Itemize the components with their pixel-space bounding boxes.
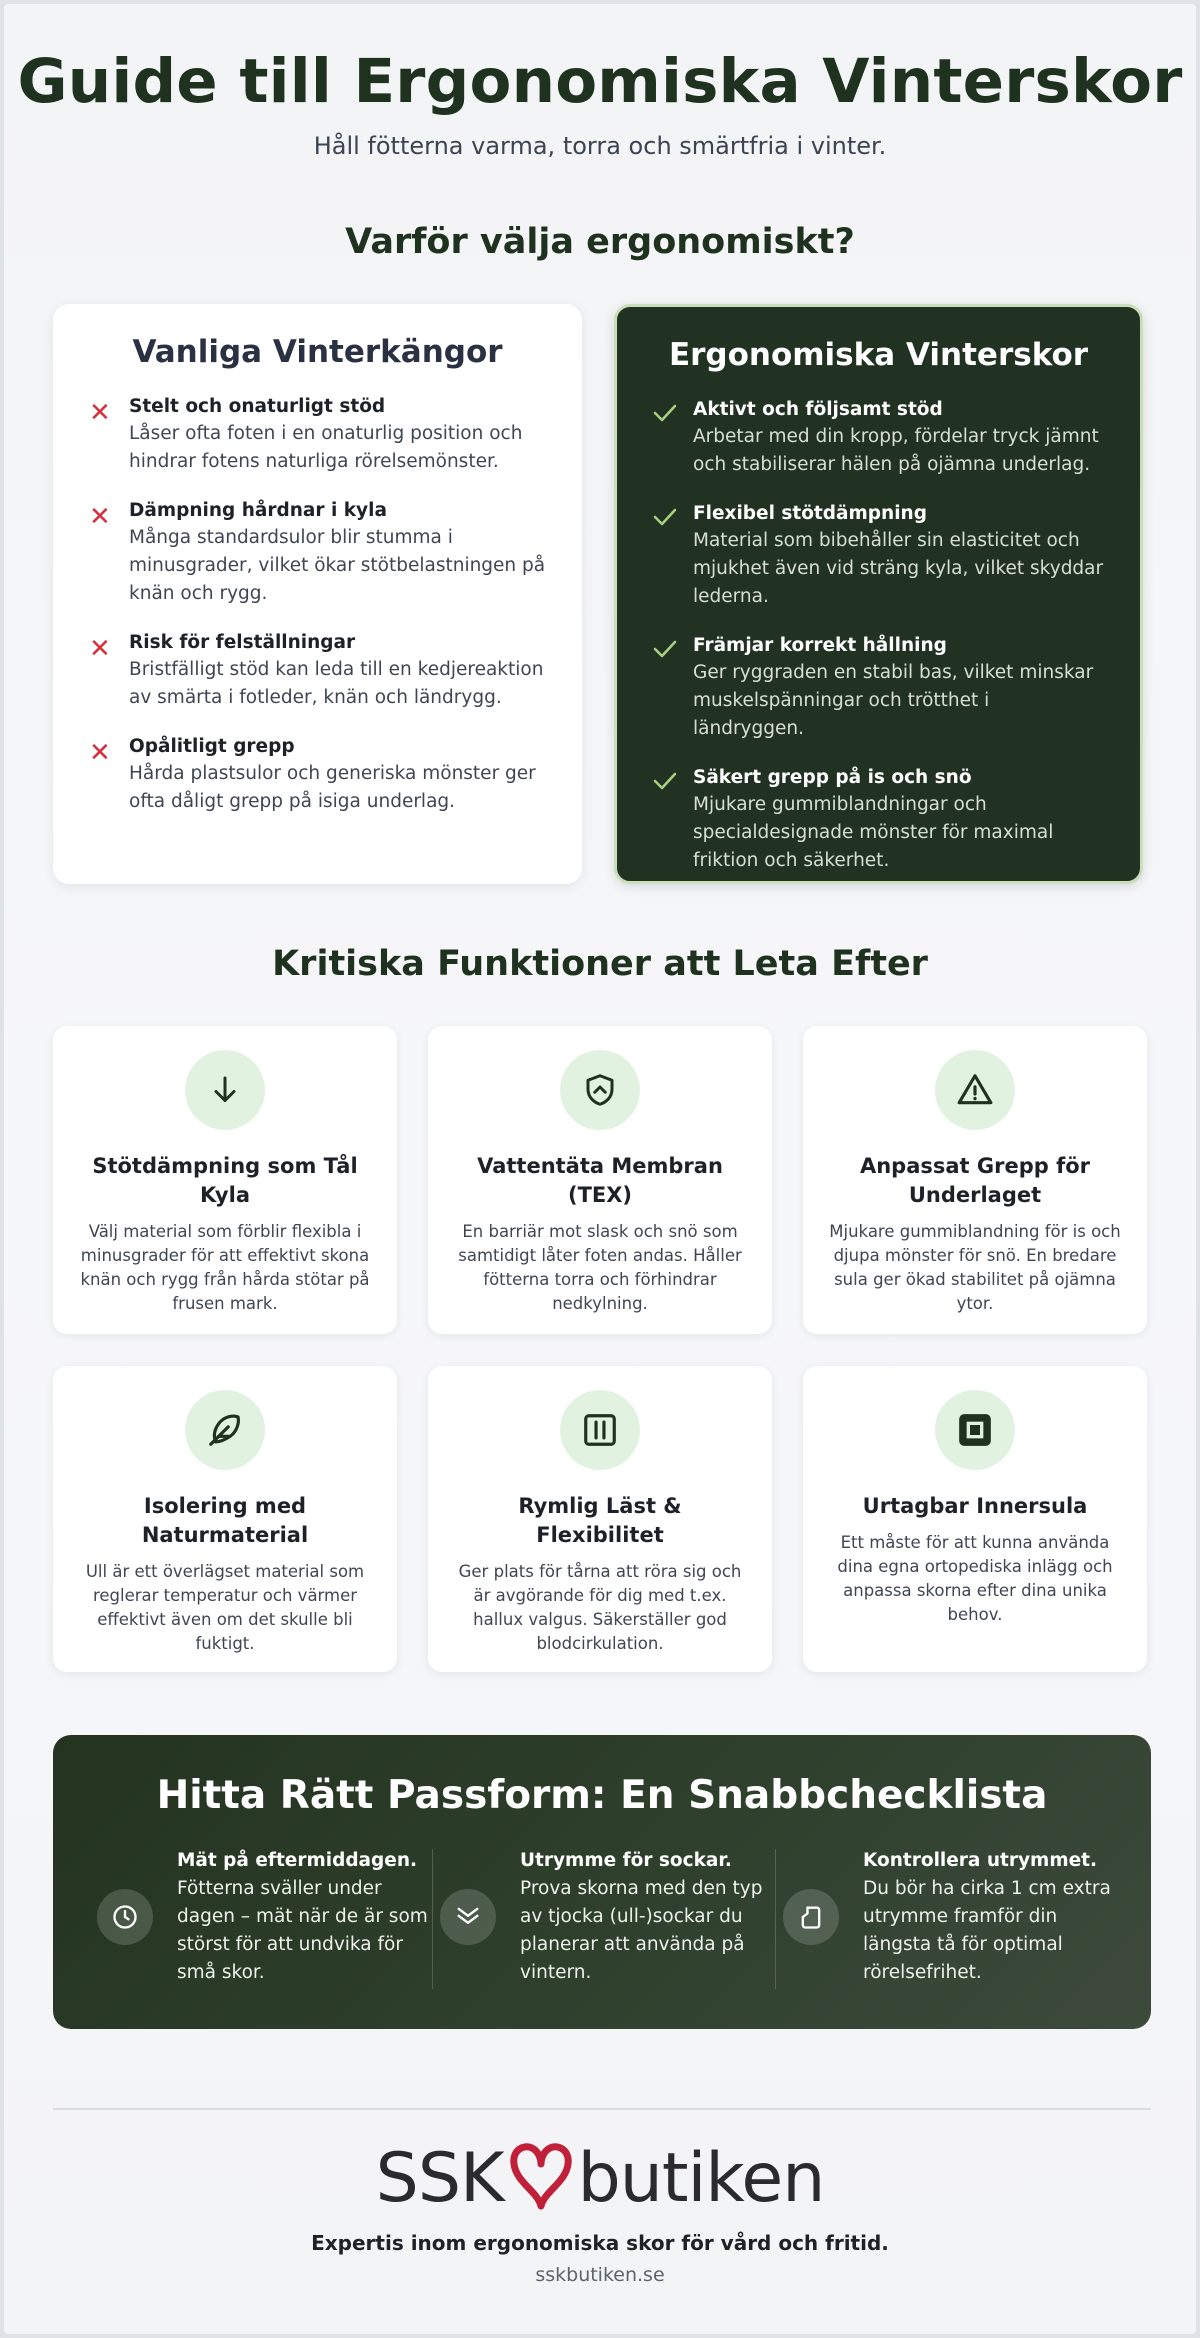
benefit-text: Mjukare gummiblandningar och specialdesignade mönster för maximal friktion och säkerhet. [693, 794, 1054, 871]
feature-title: Stötdämpning som Tål Kyla [92, 1154, 358, 1207]
feature-title: Anpassat Grepp för Underlaget [859, 1154, 1091, 1207]
check-mark-icon [653, 633, 693, 743]
benefit-heading: Flexibel stötdämpning [693, 503, 927, 524]
page-subtitle: Håll fötterna varma, torra och smärtfria i vinter. [313, 132, 887, 160]
benefit-text: Ger ryggraden en stabil bas, vilket minskar muskelspänningar och trötthet i ländryggen. [693, 662, 1094, 739]
checklist-divider [775, 1849, 776, 1989]
feature-text: Ull är ett överlägset material som reglerar temperatur och värmer effektivt även om det skulle bli fuktigt. [85, 1562, 365, 1653]
checklist-item [97, 1847, 440, 1987]
checklist-item-heading: Kontrollera utrymmet. [863, 1850, 1098, 1871]
feature-card [428, 1366, 772, 1672]
clock-icon [97, 1889, 153, 1945]
drawback-heading: Risk för felställningar [129, 632, 356, 653]
toe-space-icon [783, 1889, 839, 1945]
drawback-text: Bristfälligt stöd kan leda till en kedjereaktion av smärta i fotleder, knän och ländrygg. [129, 659, 544, 708]
insole-square-icon [935, 1390, 1015, 1470]
footer-website-link[interactable]: sskbutiken.se [535, 2264, 665, 2286]
drawback-text: Låser ofta foten i en onaturlig position och hindrar fotens naturliga rörelsemönster. [129, 423, 523, 472]
checklist-item-text: Du bör ha cirka 1 cm extra utrymme framför din längsta tå för optimal rörelsefrihet. [863, 1878, 1111, 1983]
arrow-down-icon [185, 1050, 265, 1130]
checklist-item [783, 1847, 1126, 1987]
benefit-item [653, 397, 1104, 479]
x-mark-icon: ✕ [89, 738, 111, 768]
checklist-title: Hitta Rätt Passform: En Snabbchecklista [156, 1773, 1048, 1818]
feature-card [53, 1026, 397, 1334]
feather-icon [185, 1390, 265, 1470]
benefit-item [653, 501, 1104, 611]
feature-card [53, 1366, 397, 1672]
feature-title: Isolering med Naturmaterial [141, 1494, 309, 1547]
checklist-item [440, 1847, 783, 1987]
footer-tagline: Expertis inom ergonomiska skor för vård och fritid. [311, 2231, 889, 2255]
warning-triangle-icon [935, 1050, 1015, 1130]
standard-boots-title: Vanliga Vinterkängor [132, 334, 503, 370]
drawback-item [89, 498, 546, 608]
benefit-heading: Aktivt och följsamt stöd [693, 399, 943, 420]
benefit-item [653, 633, 1104, 743]
fit-checklist-panel [53, 1735, 1151, 2029]
benefit-item [653, 765, 1104, 875]
drawback-item [89, 734, 546, 816]
checklist-item-text: Prova skorna med den typ av tjocka (ull-)sockar du planerar att använda på vintern. [520, 1878, 763, 1983]
layers-icon [440, 1889, 496, 1945]
feature-title: Rymlig Läst & Flexibilitet [518, 1494, 682, 1547]
ergonomic-shoes-title: Ergonomiska Vinterskor [668, 337, 1089, 373]
feature-text: Mjukare gummiblandning för is och djupa mönster för snö. En bredare sula ger ökad stabilitet på ojämna ytor. [829, 1222, 1121, 1313]
checklist-item-heading: Utrymme för sockar. [520, 1850, 732, 1871]
check-mark-icon [653, 501, 693, 611]
standard-boots-card [53, 304, 582, 884]
infographic-page [4, 4, 1196, 2334]
logo-text-left: SSK [375, 2138, 504, 2218]
checklist-item-text: Fötterna sväller under dagen – mät när de är som störst för att undvika för små skor. [177, 1878, 428, 1983]
drawback-text: Många standardsulor blir stumma i minusgrader, vilket ökar stötbelastningen på knän och rygg. [129, 527, 546, 604]
columns-icon [560, 1390, 640, 1470]
heart-icon [508, 2140, 574, 2216]
features-section-title: Kritiska Funktioner att Leta Efter [272, 944, 928, 984]
drawback-text: Hårda plastsulor och generiska mönster ger ofta dåligt grepp på isiga underlag. [129, 763, 536, 812]
feature-card [803, 1026, 1147, 1334]
feature-title: Vattentäta Membran (TEX) [477, 1154, 723, 1207]
drawback-item [89, 394, 546, 476]
shield-icon [560, 1050, 640, 1130]
ergonomic-shoes-card [614, 304, 1143, 884]
benefit-text: Arbetar med din kropp, fördelar tryck jämnt och stabiliserar hälen på ojämna underlag. [693, 426, 1099, 475]
feature-card [428, 1026, 772, 1334]
logo-text-right: butiken [577, 2138, 825, 2218]
comparison-section-title: Varför välja ergonomiskt? [345, 222, 855, 262]
checklist-divider [432, 1849, 433, 1989]
check-mark-icon [653, 397, 693, 479]
benefit-heading: Främjar korrekt hållning [693, 635, 947, 656]
x-mark-icon: ✕ [89, 502, 111, 532]
drawback-heading: Stelt och onaturligt stöd [129, 396, 386, 417]
drawback-heading: Dämpning hårdnar i kyla [129, 500, 387, 521]
checklist-item-heading: Mät på eftermiddagen. [177, 1850, 418, 1871]
feature-text: Ett måste för att kunna använda dina egna ortopediska inlägg och anpassa skorna efter dina unika behov. [837, 1533, 1113, 1624]
feature-text: Välj material som förblir flexibla i minusgrader för att effektivt skona knän och rygg från hårda stötar på frusen mark. [80, 1222, 370, 1313]
feature-text: En barriär mot slask och snö som samtidigt låter foten andas. Håller fötterna torra och förhindrar nedkylning. [458, 1222, 742, 1313]
page-title: Guide till Ergonomiska Vinterskor [17, 46, 1183, 117]
drawback-heading: Opålitligt grepp [129, 736, 295, 757]
check-mark-icon [653, 765, 693, 875]
benefit-text: Material som bibehåller sin elasticitet och mjukhet även vid sträng kyla, vilket skyddar lederna. [693, 530, 1104, 607]
feature-card [803, 1366, 1147, 1672]
feature-title: Urtagbar Innersula [862, 1494, 1088, 1518]
feature-text: Ger plats för tårna att röra sig och är avgörande för dig med t.ex. hallux valgus. Säkerställer god blodcirkulation. [458, 1562, 742, 1653]
x-mark-icon: ✕ [89, 634, 111, 664]
drawback-item [89, 630, 546, 712]
ssk-butiken-logo [4, 2138, 1196, 2218]
x-mark-icon: ✕ [89, 398, 111, 428]
footer-divider [53, 2108, 1151, 2110]
benefit-heading: Säkert grepp på is och snö [693, 767, 972, 788]
